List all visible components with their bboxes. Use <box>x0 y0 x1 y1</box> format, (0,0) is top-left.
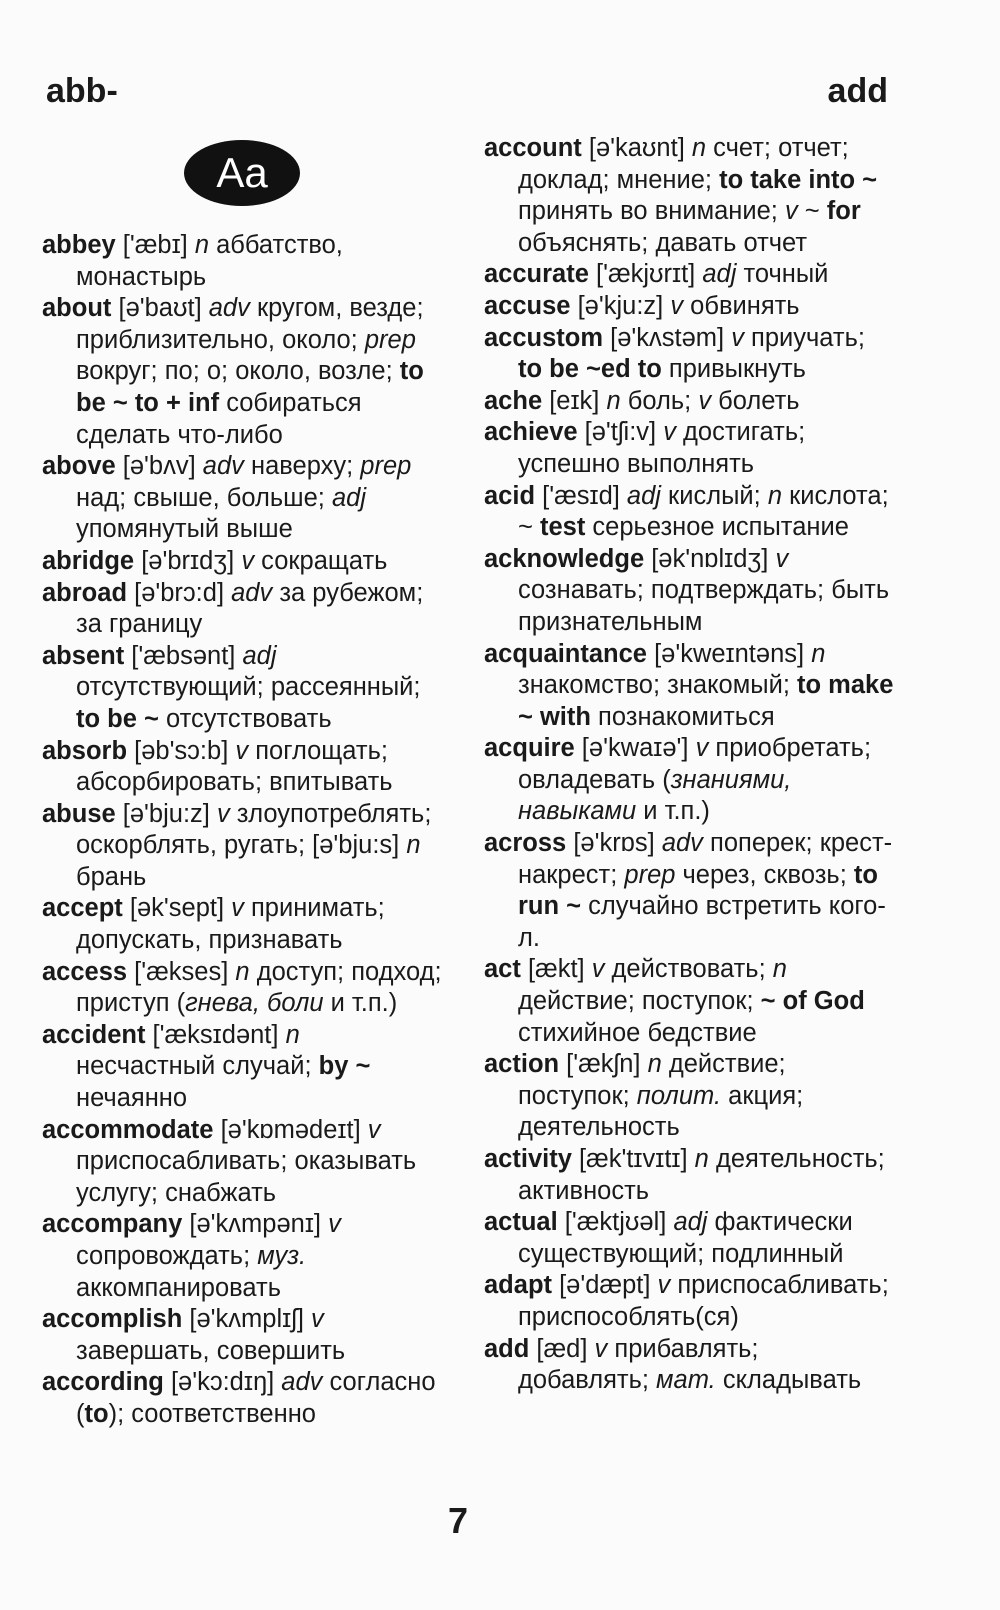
dictionary-entry <box>484 133 894 259</box>
part-of-speech: v <box>231 894 244 923</box>
definition-text: счет; отчет; доклад; мнение; <box>518 134 849 194</box>
headword: acknowledge <box>484 544 645 573</box>
phrase: to run ~ <box>518 860 878 921</box>
headword: accommodate <box>42 1115 214 1144</box>
definition-text: действовать; <box>604 955 773 984</box>
phrase: by ~ <box>318 1052 371 1081</box>
definition-text: ['æktjʊəl] <box>557 1208 674 1237</box>
definition-text: собираться сделать что-либо <box>76 388 362 449</box>
part-of-speech: n <box>811 639 826 668</box>
definition-text: приспосабливать; приспособлять(ся) <box>518 1271 889 1331</box>
headword: accept <box>42 894 123 923</box>
dictionary-entry <box>42 1367 442 1430</box>
definition-text: несчастный случай; <box>76 1052 319 1081</box>
dictionary-entry <box>484 1334 894 1397</box>
headword: adapt <box>484 1271 553 1300</box>
part-of-speech: n <box>772 955 787 984</box>
definition-text: [ək'nɒlɪdʒ] <box>644 544 776 573</box>
section-letter-badge: Aa <box>184 140 300 206</box>
part-of-speech: муз. <box>257 1242 307 1270</box>
definition-text: поглощать; абсорбировать; впитывать <box>76 736 393 797</box>
dictionary-entry <box>42 1209 442 1304</box>
definition-text: поперек; крест-накрест; <box>518 829 893 889</box>
definition-text: стихийное бедствие <box>518 1018 757 1047</box>
part-of-speech: adv <box>202 452 244 481</box>
headword: acquire <box>484 734 575 763</box>
part-of-speech: v <box>311 1305 324 1334</box>
dictionary-entry <box>42 799 442 894</box>
dictionary-entry <box>42 1304 442 1367</box>
definition-text: [ə'kwaɪə'] <box>574 734 696 763</box>
definition-text: согласно ( <box>76 1368 436 1428</box>
definition-text: ['æbsənt] <box>124 641 243 670</box>
part-of-speech: n <box>235 957 250 986</box>
part-of-speech: полит. <box>636 1081 722 1110</box>
definition-text: [ə'kʌmplɪʃ] <box>182 1305 312 1334</box>
definition-text: [ə'bju:z] <box>115 799 217 828</box>
headword: achieve <box>484 418 578 447</box>
right-column <box>484 0 894 1397</box>
headword: add <box>484 1334 530 1363</box>
phrase: to be ~ed to <box>518 355 662 384</box>
part-of-speech: v <box>328 1210 341 1239</box>
dictionary-entry <box>484 733 894 828</box>
definition-text: ['ækses] <box>127 957 236 986</box>
definition-text: ['ækʃn] <box>559 1050 648 1079</box>
dictionary-entry <box>42 293 442 451</box>
definition-text: [ə'kɒmədeɪt] <box>213 1115 368 1144</box>
definition-text: ~ <box>797 197 827 226</box>
part-of-speech: v <box>591 955 605 984</box>
headword: according <box>42 1368 164 1397</box>
dictionary-entry <box>42 1115 442 1210</box>
part-of-speech: v <box>657 1271 671 1300</box>
definition-text: серьезное испытание <box>585 513 849 542</box>
definition-text: [əb'sɔ:b] <box>127 736 236 765</box>
phrase: ~ of God <box>760 987 865 1016</box>
part-of-speech: гнева, боли <box>185 989 324 1018</box>
definition-text: познакомиться <box>590 702 775 731</box>
part-of-speech: adj <box>673 1208 708 1237</box>
definition-text: кругом, везде; приблизительно, около; <box>76 294 424 354</box>
definition-text: прибавлять; добавлять; <box>518 1334 759 1395</box>
definition-text: принимать; допускать, признавать <box>76 894 385 955</box>
part-of-speech: v <box>367 1115 381 1144</box>
dictionary-entry <box>484 1144 894 1207</box>
definition-text: аббатство, монастырь <box>76 231 343 291</box>
headword: accustom <box>484 323 604 352</box>
part-of-speech: v <box>731 323 744 352</box>
definition-text: обвинять <box>683 291 800 320</box>
definition-text: над; свыше, больше; <box>76 483 332 512</box>
part-of-speech: n <box>606 386 621 415</box>
part-of-speech: n <box>767 481 782 510</box>
part-of-speech: n <box>194 231 210 259</box>
headword: acquaintance <box>484 639 647 668</box>
phrase: to be ~ to + inf <box>76 357 424 417</box>
headword: abbey <box>42 231 116 259</box>
definition-text: привыкнуть <box>661 355 806 384</box>
definition-text: и т.п.) <box>636 797 710 826</box>
headword: about <box>42 294 112 323</box>
definition-text: злоупотреблять; оскорблять, ругать; [ə'bju:s] <box>76 799 432 860</box>
part-of-speech: adj <box>331 483 366 512</box>
part-of-speech: adj <box>702 260 737 289</box>
definition-text: принять во внимание; <box>518 197 785 226</box>
headword: accuse <box>484 291 571 320</box>
part-of-speech: n <box>691 134 707 162</box>
part-of-speech: prep <box>624 860 676 889</box>
headword: above <box>42 452 116 481</box>
part-of-speech: v <box>784 197 798 226</box>
definition-text: отсутствующий; рассеянный; <box>76 673 421 702</box>
headword: action <box>484 1050 560 1079</box>
guide-word-left: abb- <box>46 72 118 110</box>
definition-text: ); соответственно <box>108 1399 316 1428</box>
phrase: to take into ~ <box>719 165 878 194</box>
headword: across <box>484 829 567 858</box>
definition-text: [ə'brɪdʒ] <box>134 546 242 575</box>
part-of-speech: prep <box>364 325 416 354</box>
part-of-speech: adv <box>231 578 273 607</box>
phrase: for <box>826 197 861 226</box>
definition-text: через, сквозь; <box>675 860 854 889</box>
dictionary-entry <box>42 736 442 799</box>
part-of-speech: v <box>695 734 709 763</box>
definition-text: фактически существующий; подлинный <box>518 1208 853 1268</box>
definition-text: и т.п.) <box>323 989 398 1018</box>
dictionary-entry <box>484 1207 894 1270</box>
part-of-speech: adv <box>208 294 250 323</box>
definition-text: приучать; <box>743 323 865 352</box>
definition-text: болеть <box>711 386 800 415</box>
part-of-speech: v <box>663 418 676 447</box>
definition-text: [ə'kaʊnt] <box>581 134 692 162</box>
dictionary-entry <box>484 481 894 544</box>
part-of-speech: adj <box>626 481 661 510</box>
definition-text: [ə'kweɪntəns] <box>646 639 812 668</box>
part-of-speech: adv <box>281 1368 323 1397</box>
definition-text: ['æsɪd] <box>535 481 627 510</box>
dictionary-entry <box>484 544 894 639</box>
headword: absorb <box>42 736 128 765</box>
part-of-speech: prep <box>360 452 412 481</box>
phrase: to be ~ <box>76 704 159 733</box>
dictionary-entry <box>42 1020 442 1115</box>
dictionary-entry <box>42 230 442 293</box>
definition-text: знакомство; знакомый; <box>518 671 798 700</box>
definition-text: сокращать <box>254 546 388 575</box>
part-of-speech: v <box>775 544 789 573</box>
headword: account <box>484 134 582 162</box>
dictionary-entry <box>484 323 894 386</box>
part-of-speech: v <box>235 736 249 765</box>
part-of-speech: n <box>285 1020 300 1049</box>
dictionary-entry <box>42 893 442 956</box>
headword: activity <box>484 1145 572 1173</box>
definition-text: [ə'baʊt] <box>111 294 209 323</box>
dictionary-entry <box>42 451 442 546</box>
phrase: test <box>539 513 586 542</box>
headword: access <box>42 957 128 986</box>
part-of-speech: v <box>216 799 230 828</box>
definition-text: [ə'kju:z] <box>570 291 671 320</box>
definition-text: акция; деятельность <box>518 1081 804 1142</box>
definition-text: доступ; подход; приступ ( <box>76 957 442 1018</box>
definition-text: [ə'krɒs] <box>566 829 662 858</box>
headword: ache <box>484 386 543 415</box>
headword: act <box>484 955 521 984</box>
phrase: to make ~ with <box>518 671 894 731</box>
definition-text: достигать; успешно выполнять <box>518 418 806 478</box>
part-of-speech: v <box>241 546 255 575</box>
headword: accurate <box>484 260 589 289</box>
definition-text: деятельность; активность <box>518 1145 885 1205</box>
definition-text: [æd] <box>529 1334 595 1363</box>
headword: abroad <box>42 578 128 607</box>
dictionary-entry <box>484 954 894 1049</box>
definition-text: [ə'brɔ:d] <box>127 578 232 607</box>
definition-text: брань <box>76 862 147 891</box>
definition-text: боль; <box>620 386 699 415</box>
definition-text: [ə'dæpt] <box>552 1271 658 1300</box>
definition-text: аккомпанировать <box>76 1273 282 1302</box>
part-of-speech: мат. <box>656 1366 716 1395</box>
dictionary-entry <box>42 578 442 641</box>
definition-text: ['æbɪ] <box>115 231 195 259</box>
definition-text: кислота; ~ <box>518 481 889 542</box>
part-of-speech: adv <box>661 829 703 858</box>
definition-text: действие; поступок; <box>518 1050 786 1110</box>
definition-text: точный <box>736 260 829 289</box>
part-of-speech: v <box>698 386 712 415</box>
definition-text: [æk'tɪvɪtɪ] <box>571 1145 695 1173</box>
definition-text: складывать <box>715 1366 862 1395</box>
dictionary-entry <box>484 259 894 291</box>
headword: acid <box>484 481 536 510</box>
dictionary-entry <box>484 1270 894 1333</box>
definition-text: [eɪk] <box>542 386 607 415</box>
headword: abridge <box>42 546 135 575</box>
definition-text: действие; поступок; <box>518 987 761 1016</box>
page-number: 7 <box>447 1500 469 1541</box>
definition-text: вокруг; по; о; около, возле; <box>76 357 400 386</box>
part-of-speech: n <box>694 1145 709 1173</box>
part-of-speech: v <box>594 1334 608 1363</box>
dictionary-entry <box>484 1049 894 1144</box>
dictionary-entry <box>42 641 442 736</box>
definition-text: наверху; <box>243 452 361 481</box>
part-of-speech: adj <box>242 641 277 670</box>
dictionary-entry <box>484 639 894 734</box>
part-of-speech: n <box>406 831 421 860</box>
part-of-speech: знаниями, навыками <box>518 765 792 826</box>
phrase: to <box>84 1399 109 1428</box>
definition-text: кислый; <box>660 481 768 510</box>
definition-text: ['ækjʊrɪt] <box>588 260 703 289</box>
part-of-speech: n <box>647 1050 662 1079</box>
dictionary-entry <box>42 546 442 578</box>
definition-text: [ə'kɔ:dɪŋ] <box>163 1368 282 1397</box>
headword: accident <box>42 1020 146 1049</box>
definition-text: [ə'tʃi:v] <box>577 418 664 447</box>
part-of-speech: v <box>670 291 684 320</box>
definition-text: отсутствовать <box>158 704 332 733</box>
definition-text: [ə'kʌstəm] <box>603 323 732 352</box>
headword: abuse <box>42 799 116 828</box>
dictionary-entry <box>484 386 894 418</box>
definition-text: завершать, совершить <box>76 1336 346 1365</box>
definition-text: сопровождать; <box>76 1242 258 1270</box>
definition-text: ['æksɪdənt] <box>145 1020 286 1049</box>
headword: absent <box>42 641 125 670</box>
headword: accomplish <box>42 1305 183 1334</box>
definition-text: упомянутый выше <box>76 515 293 544</box>
guide-word-right: add <box>827 72 888 110</box>
definition-text: [ə'kʌmpənɪ] <box>182 1210 329 1239</box>
dictionary-entry <box>484 417 894 480</box>
definition-text: [ə'bʌv] <box>115 452 203 481</box>
headword: actual <box>484 1208 558 1237</box>
definition-text: за рубежом; за границу <box>76 578 424 639</box>
definition-text: сознавать; подтверждать; быть признательным <box>518 576 890 636</box>
definition-text: нечаянно <box>76 1084 188 1113</box>
definition-text: приспосабливать; оказывать услугу; снабжать <box>76 1147 417 1207</box>
left-column <box>42 0 442 1431</box>
dictionary-entry <box>42 957 442 1020</box>
definition-text: объяснять; давать отчет <box>518 228 808 257</box>
dictionary-entry <box>484 828 894 954</box>
definition-text: случайно встретить кого-л. <box>518 892 886 952</box>
dictionary-entry <box>484 291 894 323</box>
definition-text: [ək'sept] <box>122 894 232 923</box>
headword: accompany <box>42 1210 183 1239</box>
definition-text: приобретать; овладевать ( <box>518 734 872 794</box>
definition-text: [ækt] <box>520 955 592 984</box>
